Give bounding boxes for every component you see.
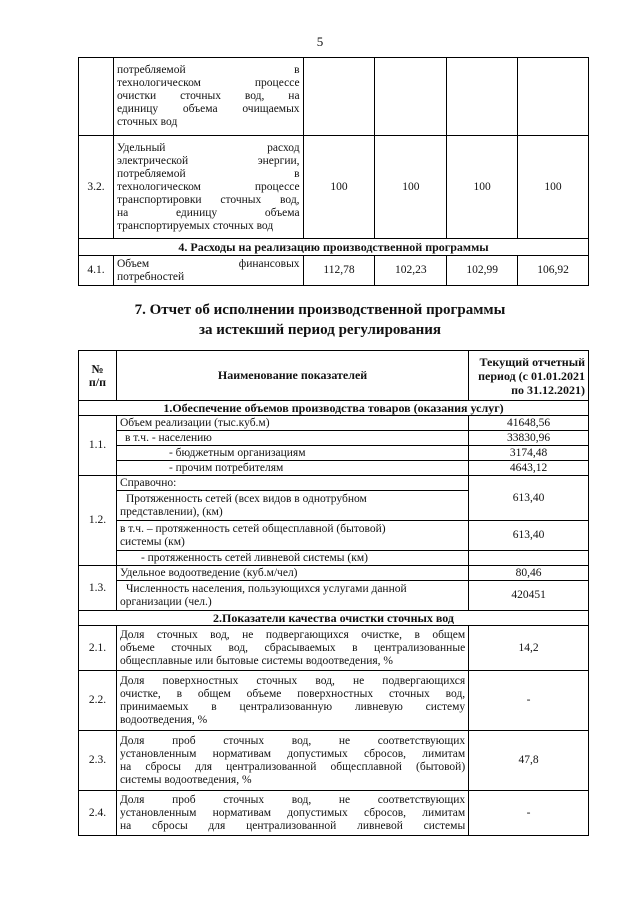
value-cell: 112,78 xyxy=(303,256,375,286)
indicator-name xyxy=(116,671,468,731)
text-line: объеме сточных вод, сбрасываемых в централизованные xyxy=(119,641,466,654)
value-cell: 80,46 xyxy=(469,566,589,581)
value-cell: 100 xyxy=(375,136,447,239)
header-text: период (с 01.01.2021 xyxy=(478,368,585,383)
table-row xyxy=(79,731,589,791)
value-cell: 420451 xyxy=(469,581,589,611)
header-text: п/п xyxy=(88,374,107,389)
text-line: на единицу объема xyxy=(116,206,300,219)
text-line: сточных вод xyxy=(116,116,178,128)
value-cell: 102,23 xyxy=(375,256,447,286)
table-row xyxy=(79,136,589,239)
text-line: Доля поверхностных сточных вод, не подвергающихся xyxy=(119,674,466,687)
header-text: по 31.12.2021) xyxy=(511,382,585,397)
value-cell xyxy=(375,58,447,136)
text-line: системы (км) xyxy=(119,535,185,548)
text-line: потребляемой в xyxy=(116,64,300,76)
table-row xyxy=(79,551,589,566)
table-row xyxy=(79,566,589,581)
value-cell xyxy=(303,58,375,136)
row-number: 2.1. xyxy=(79,626,117,671)
production-program-table xyxy=(78,57,589,286)
text-line: технологическом процессе xyxy=(116,180,300,193)
indicator-name xyxy=(116,491,468,521)
row-number: 1.3. xyxy=(79,566,117,611)
text-line: потребностей xyxy=(116,270,185,283)
row-number: 1.2. xyxy=(79,476,117,566)
text-line: Объем финансовых xyxy=(116,257,300,270)
section-row xyxy=(79,611,589,626)
text-line: системы водоотведения, % xyxy=(119,773,252,786)
text-line: транспортируемых сточных вод xyxy=(116,219,274,232)
row-number: 2.2. xyxy=(79,671,117,731)
section-row xyxy=(79,239,589,256)
indicator-name: - бюджетным организациям xyxy=(116,446,468,461)
text-line: на сбросы для централизованной общесплавной (бытовой) xyxy=(119,760,466,773)
value-cell: 47,8 xyxy=(469,731,589,791)
text-line: организации (чел.) xyxy=(119,595,212,608)
indicator-name xyxy=(116,791,468,836)
text-line: общесплавные или бытовые системы водоотведения, % xyxy=(119,654,394,667)
indicator-name: - прочим потребителям xyxy=(116,461,468,476)
text-line: установленным нормативам допустимых сбросов, лимитам xyxy=(119,806,466,819)
section-title: 4. Расходы на реализацию производственной программы xyxy=(79,239,589,256)
heading-line-2: за истекший период регулирования xyxy=(198,322,442,338)
indicator-name: в т.ч. - населению xyxy=(116,431,468,446)
table-row xyxy=(79,791,589,836)
value-cell: 613,40 xyxy=(469,476,589,521)
text-line: Доля проб сточных вод, не соответствующих xyxy=(119,734,466,747)
value-cell: 4643,12 xyxy=(469,461,589,476)
row-number: 2.3. xyxy=(79,731,117,791)
value-cell: 33830,96 xyxy=(469,431,589,446)
value-cell: - xyxy=(469,791,589,836)
table-row xyxy=(79,671,589,731)
column-header-period xyxy=(469,351,589,401)
table-row xyxy=(79,476,589,491)
table-row xyxy=(79,521,589,551)
value-cell xyxy=(518,58,589,136)
text-line: Доля сточных вод, не подвергающихся очистке, в общем xyxy=(119,628,466,641)
text-line: Доля проб сточных вод, не соответствующих xyxy=(119,793,466,806)
text-line: представлении), (км) xyxy=(119,505,223,518)
table-row xyxy=(79,58,589,136)
text-line: потребляемой в xyxy=(116,167,300,180)
text-line: электрической энергии, xyxy=(116,154,300,167)
text-line: принимаемых в централизованную ливневую систему xyxy=(119,700,466,713)
row-number xyxy=(79,58,114,136)
text-line: единицу объема очищаемых xyxy=(116,103,300,115)
value-cell: 100 xyxy=(303,136,375,239)
value-cell xyxy=(447,58,518,136)
indicator-name xyxy=(116,731,468,791)
table-row xyxy=(79,581,589,611)
value-cell: 14,2 xyxy=(469,626,589,671)
indicator-name xyxy=(116,626,468,671)
column-header-name: Наименование показателей xyxy=(116,351,468,401)
table-row xyxy=(79,416,589,431)
section-row xyxy=(79,401,589,416)
heading-line-1: 7. Отчет об исполнении производственной программы xyxy=(134,302,506,318)
table-row xyxy=(79,461,589,476)
text-line: установленным нормативам допустимых сбросов, лимитам xyxy=(119,747,466,760)
row-number: 4.1. xyxy=(79,256,114,286)
indicator-name: - протяженность сетей ливневой системы (км) xyxy=(116,551,468,566)
indicator-name xyxy=(113,136,303,239)
section-heading xyxy=(0,300,640,340)
value-cell: 41648,56 xyxy=(469,416,589,431)
page-number: 5 xyxy=(316,34,324,49)
value-cell: 106,92 xyxy=(518,256,589,286)
value-cell: 100 xyxy=(518,136,589,239)
text-line: очистки сточных вод, на xyxy=(116,90,300,102)
value-cell: 3174,48 xyxy=(469,446,589,461)
indicator-name xyxy=(113,256,303,286)
text-line: очистке, в общем объеме поверхностных сточных вод, xyxy=(119,687,466,700)
report-table xyxy=(78,350,589,836)
value-cell xyxy=(469,551,589,566)
header-text: Текущий отчетный xyxy=(479,354,585,369)
row-number: 1.1. xyxy=(79,416,117,476)
indicator-name: Объем реализации (тыс.куб.м) xyxy=(116,416,468,431)
indicator-name: Справочно: xyxy=(116,476,468,491)
section-title: 2.Показатели качества очистки сточных вод xyxy=(79,611,589,626)
indicator-name xyxy=(116,521,468,551)
text-line: водоотведения, % xyxy=(119,713,208,726)
value-cell: 102,99 xyxy=(447,256,518,286)
section-title: 1.Обеспечение объемов производства товаров (оказания услуг) xyxy=(79,401,589,416)
indicator-name: Удельное водоотведение (куб.м/чел) xyxy=(116,566,468,581)
header-text: № xyxy=(91,361,104,376)
table-row xyxy=(79,256,589,286)
value-cell: 100 xyxy=(447,136,518,239)
value-cell: 613,40 xyxy=(469,521,589,551)
table-row xyxy=(79,431,589,446)
value-cell: - xyxy=(469,671,589,731)
table-row xyxy=(79,446,589,461)
table-row xyxy=(79,626,589,671)
text-line: в т.ч. – протяженность сетей общесплавной (бытовой) xyxy=(119,522,386,535)
row-number: 3.2. xyxy=(79,136,114,239)
indicator-name xyxy=(116,581,468,611)
text-line: Удельный расход xyxy=(116,141,300,154)
text-line: технологическом процессе xyxy=(116,77,300,89)
indicator-name xyxy=(113,58,303,136)
text-line: на сбросы для централизованной ливневой системы xyxy=(119,819,466,832)
column-header-number xyxy=(79,351,117,401)
row-number: 2.4. xyxy=(79,791,117,836)
text-line: Численность населения, пользующихся услугами данной xyxy=(125,582,407,595)
text-line: Протяженность сетей (всех видов в однотрубном xyxy=(125,492,367,505)
text-line: транспортировки сточных вод, xyxy=(116,193,300,206)
header-row xyxy=(79,351,589,401)
